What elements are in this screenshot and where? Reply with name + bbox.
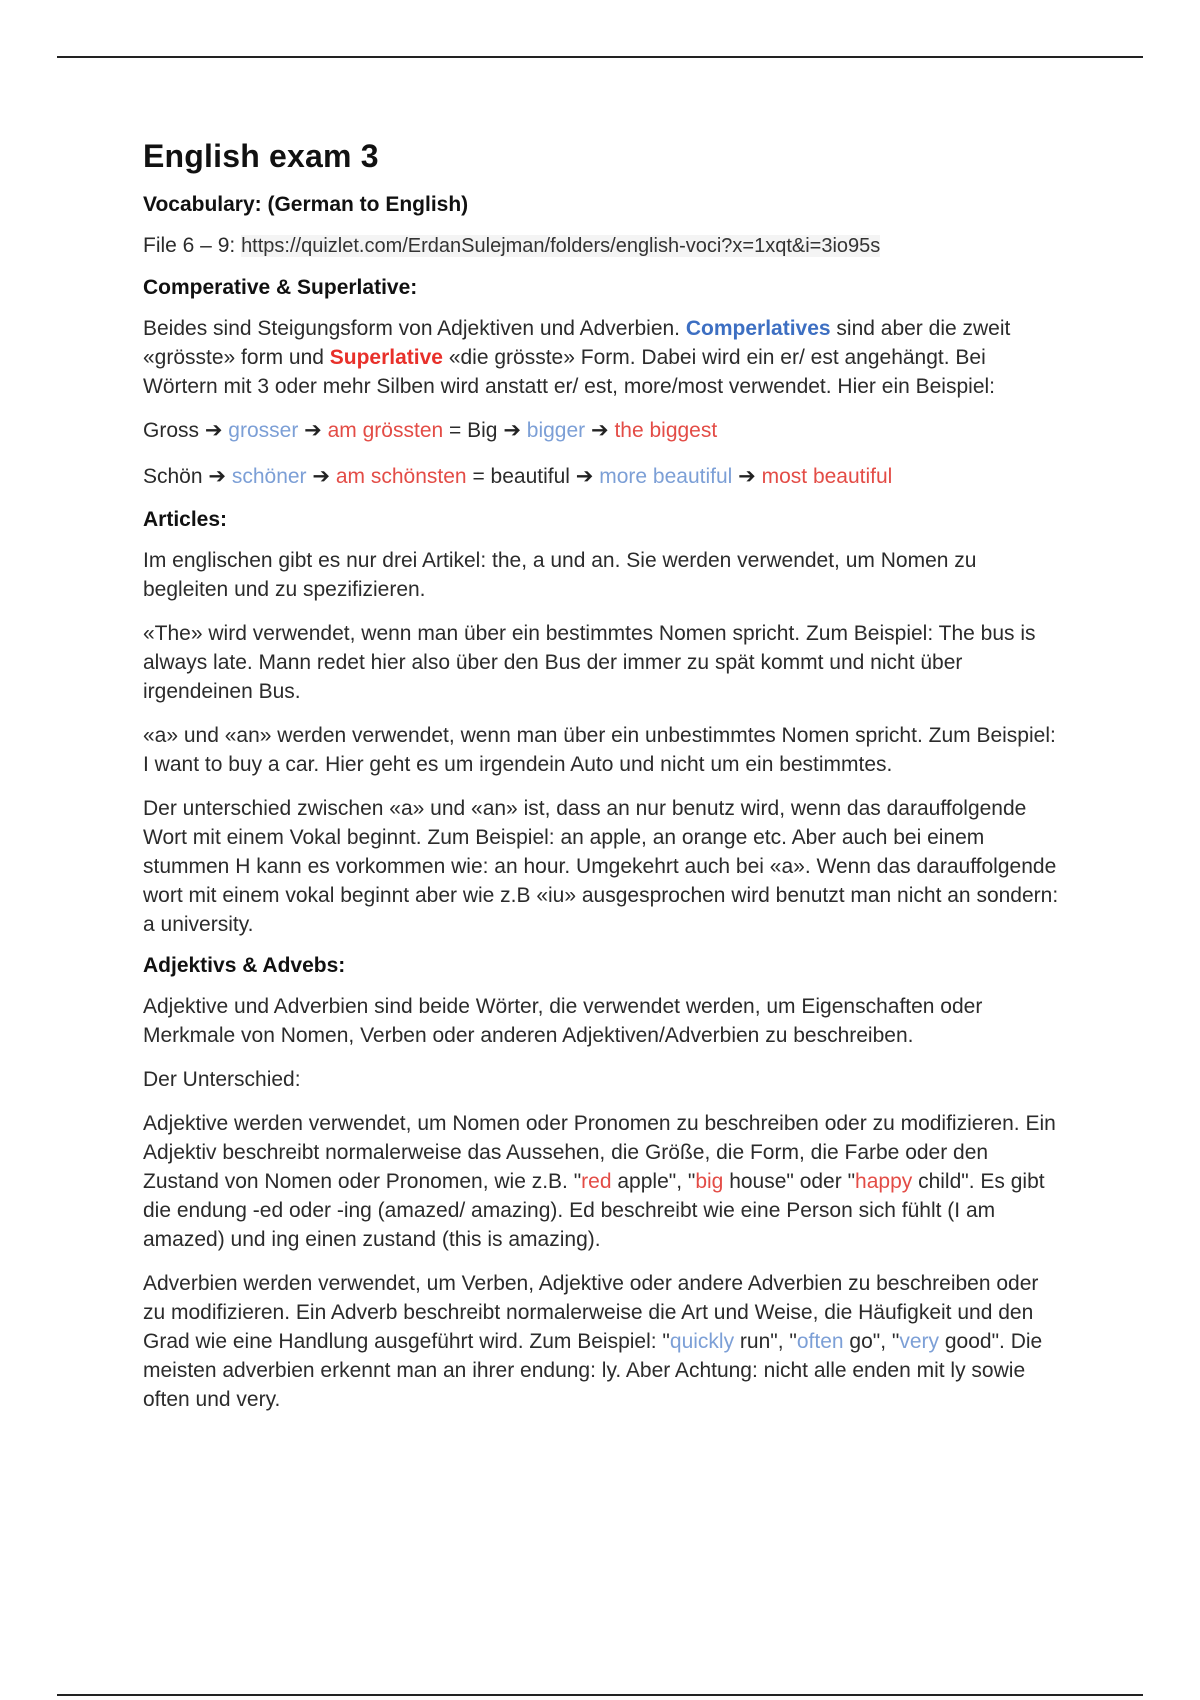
adverb-example: quickly (669, 1330, 735, 1353)
vocabulary-heading: Vocabulary: (German to English) (143, 193, 469, 216)
page-title: English exam 3 (143, 138, 379, 174)
arrow-icon: ➔ (503, 419, 521, 442)
text-run: apple", " (611, 1170, 696, 1193)
text-run: sind aber die zweit «grösste» form und (143, 317, 1011, 369)
adjectives-heading: Adjektivs & Advebs: (143, 954, 346, 977)
text-run: Adjektive werden verwendet, um Nomen oder Pronomen zu beschreiben oder zu modifizieren. Ein Adjektiv beschreibt normalerweise das Aussehen, die Größe, die Form, die Farbe oder den Zustand von Nomen oder Pronomen, wie z.B. " (143, 1112, 1056, 1193)
adjective-example: big (695, 1170, 724, 1193)
articles-paragraph-4: Der unterschied zwischen «a» und «an» ist, dass an nur benutz wird, wenn das darauffolgende Wort mit einem Vokal beginnt. Zum Beispiel: an apple, an orange etc. Aber auch bei einem stummen H kann es vorkommen wie: an hour. Umgekehrt auch bei «a». Wenn das darauffolgende wort mit einem vokal beginnt aber wie z.B «iu» ausgesprochen wird benutzt man nicht an sondern: a university. (143, 797, 1059, 936)
example-word: Gross (143, 419, 205, 442)
top-rule (57, 56, 1143, 58)
superlative-word: most beautiful (761, 465, 893, 488)
superlative-word: am schönsten (335, 465, 467, 488)
superlative-word: am grössten (327, 419, 444, 442)
quizlet-link[interactable]: https://quizlet.com/ErdanSulejman/folders/english-voci?x=1xqt&i=3io95s (241, 235, 881, 257)
vocabulary-file-line (143, 231, 1063, 261)
arrow-icon: ➔ (312, 465, 331, 488)
text-run: go", " (843, 1330, 900, 1353)
adjective-example: happy (855, 1170, 913, 1193)
adverb-example: often (796, 1330, 844, 1353)
file-label: File 6 – 9: (143, 234, 242, 257)
superlative-word: the biggest (614, 419, 718, 442)
comparative-heading: Comperative & Superlative: (143, 276, 418, 299)
articles-paragraph-2: «The» wird verwendet, wenn man über ein bestimmtes Nomen spricht. Zum Beispiel: The bus is always late. Mann redet hier also über den Bus der immer zu spät kommt und nicht über irgendeinen Bus. (143, 622, 1036, 703)
text-run: run", " (734, 1330, 797, 1353)
adjectives-paragraph-3 (143, 1109, 1063, 1254)
example-word: = Big (443, 419, 504, 442)
articles-heading: Articles: (143, 508, 228, 531)
comparative-word: bigger (526, 419, 586, 442)
text-run: Adverbien werden verwendet, um Verben, Adjektive oder andere Adverbien zu beschreiben oder zu modifizieren. Ein Adverb beschreibt normalerweise die Art und Weise, die Häufigkeit und den Grad wie eine Handlung ausgeführt wird. Zum Beispiel: " (143, 1272, 1039, 1353)
comparative-paragraph (143, 314, 1063, 401)
arrow-icon: ➔ (304, 419, 322, 442)
comperatives-term: Comperlatives (685, 317, 831, 340)
adverb-example: very (899, 1330, 940, 1353)
example-word: Schön (143, 465, 209, 488)
text-run: good". Die meisten adverbien erkennt man an ihrer endung: ly. Aber Achtung: nicht alle enden mit ly sowie often und very. (143, 1330, 1043, 1411)
bottom-rule (57, 1694, 1143, 1696)
adverbs-paragraph (143, 1269, 1063, 1414)
comparative-word: grosser (228, 419, 299, 442)
arrow-icon: ➔ (738, 465, 756, 488)
example-word: = beautiful (466, 465, 576, 488)
text-run: Beides sind Steigungsform von Adjektiven und Adverbien. (143, 317, 686, 340)
arrow-icon: ➔ (575, 465, 594, 488)
articles-paragraph-1: Im englischen gibt es nur drei Artikel: the, a und an. Sie werden verwendet, um Nomen zu begleiten und zu spezifizieren. (143, 549, 977, 601)
document-body (143, 138, 1063, 1429)
example-gross (143, 416, 1063, 445)
arrow-icon: ➔ (208, 465, 226, 488)
articles-paragraph-3: «a» und «an» werden verwendet, wenn man über ein unbestimmtes Nomen spricht. Zum Beispiel: I want to buy a car. Hier geht es um irgendein Auto und nicht um ein bestimmtes. (143, 724, 1056, 776)
superlative-term: Superlative (329, 346, 443, 369)
comparative-word: more beautiful (599, 465, 733, 488)
arrow-icon: ➔ (591, 419, 609, 442)
text-run: child". Es gibt die endung -ed oder -ing (amazed/ amazing). Ed beschreibt wie eine Person sich fühlt (I am amazed) und ing einen zustand (this is amazing). (143, 1170, 1045, 1251)
adjective-example: red (581, 1170, 612, 1193)
text-run: house" oder " (723, 1170, 856, 1193)
arrow-icon: ➔ (204, 419, 223, 442)
comparative-word: schöner (231, 465, 307, 488)
text-run: «die grösste» Form. Dabei wird ein er/ est angehängt. Bei Wörtern mit 3 oder mehr Silben wird anstatt er/ est, more/most verwendet. Hier ein Beispiel: (143, 346, 995, 398)
example-schoen (143, 462, 1063, 491)
adjectives-paragraph-2: Der Unterschied: (143, 1068, 301, 1091)
adjectives-paragraph-1: Adjektive und Adverbien sind beide Wörter, die verwendet werden, um Eigenschaften oder Merkmale von Nomen, Verben oder anderen Adjektiven/Adverbien zu beschreiben. (143, 995, 983, 1047)
